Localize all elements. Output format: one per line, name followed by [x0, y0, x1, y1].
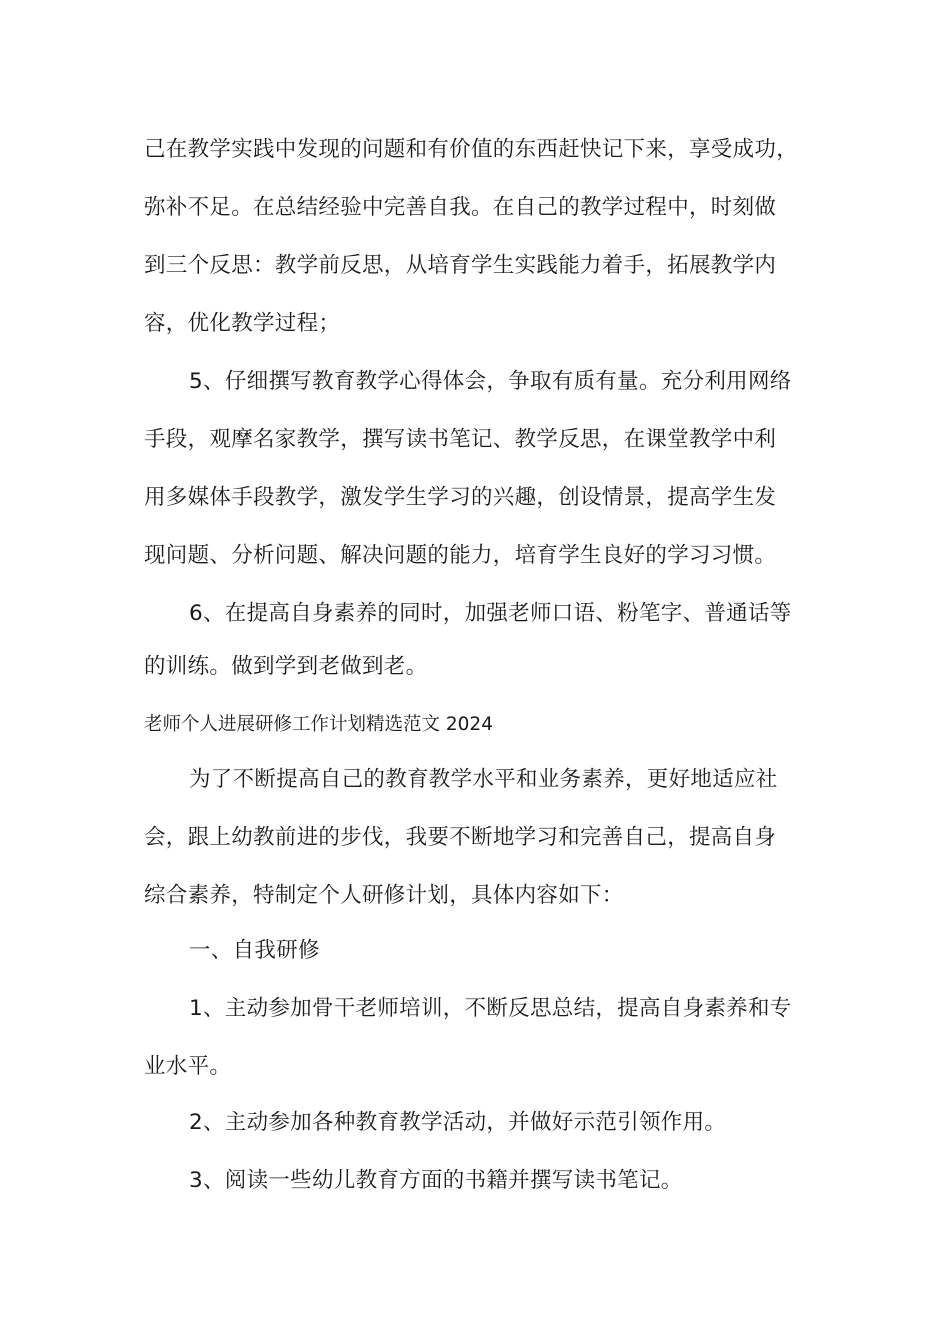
- paragraph-line: 容，优化教学过程；: [144, 311, 341, 336]
- paragraph-line: 的训练。做到学到老做到老。: [144, 654, 428, 679]
- paragraph-line: 弥补不足。在总结经验中完善自我。在自己的教学过程中，时刻做: [144, 195, 777, 220]
- paragraph-line: 5、仔细撰写教育教学心得体会，争取有质有量。充分利用网络: [189, 369, 792, 394]
- paragraph-line: 到三个反思：教学前反思，从培育学生实践能力着手，拓展教学内: [144, 253, 777, 278]
- paragraph-line: 现问题、分析问题、解决问题的能力，培育学生良好的学习习惯。: [144, 543, 777, 568]
- paragraph-line: 3、阅读一些幼儿教育方面的书籍并撰写读书笔记。: [189, 1168, 683, 1193]
- paragraph-line: 1、主动参加骨干老师培训，不断反思总结，提高自身素养和专: [189, 996, 792, 1021]
- paragraph-line: 用多媒体手段教学，激发学生学习的兴趣，创设情景，提高学生发: [144, 485, 777, 510]
- paragraph-line: 会，跟上幼教前进的步伐，我要不断地学习和完善自己，提高自身: [144, 825, 777, 850]
- paragraph-line: 为了不断提高自己的教育教学水平和业务素养，更好地适应社: [189, 767, 778, 792]
- paragraph-line: 己在教学实践中发现的问题和有价值的东西赶快记下来，享受成功，: [144, 137, 799, 162]
- paragraph-line: 6、在提高自身素养的同时，加强老师口语、粉笔字、普通话等: [189, 601, 792, 626]
- paragraph-line: 综合素养，特制定个人研修计划，具体内容如下：: [144, 883, 624, 908]
- subheading: 一、自我研修: [189, 938, 320, 963]
- paragraph-line: 手段，观摩名家教学，撰写读书笔记、教学反思，在课堂教学中利: [144, 427, 777, 452]
- section-title: 老师个人进展研修工作计划精选范文 2024: [144, 714, 493, 735]
- paragraph-line: 2、主动参加各种教育教学活动，并做好示范引领作用。: [189, 1110, 727, 1135]
- paragraph-line: 业水平。: [144, 1054, 232, 1079]
